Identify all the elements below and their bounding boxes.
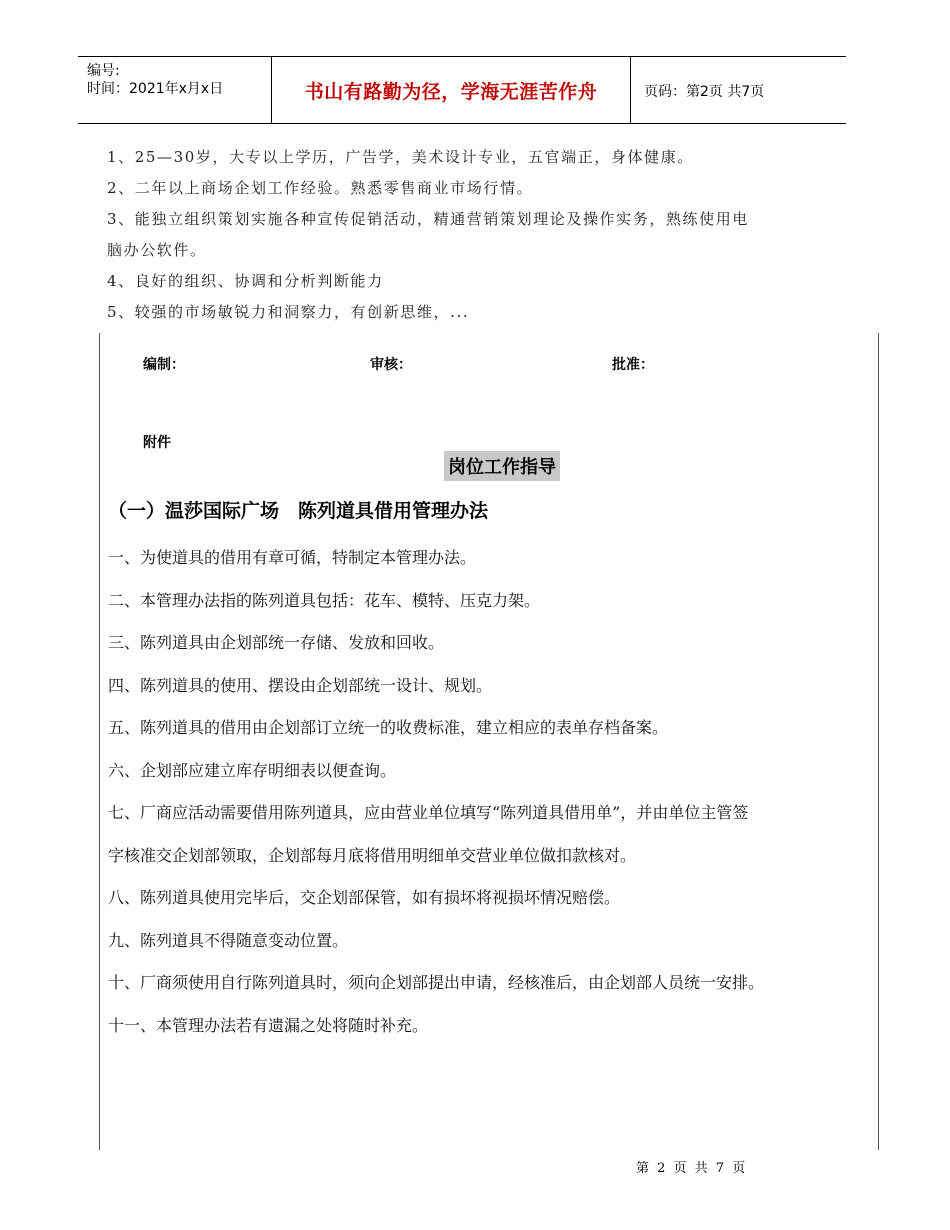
signoff-reviewed: 审核： <box>370 357 412 373</box>
clause-item: 十、厂商须使用自行陈列道具时，须向企划部提出申请，经核准后，由企划部人员统一安排。 <box>108 973 765 992</box>
clause-item: 三、陈列道具由企划部统一存储、发放和回收。 <box>108 633 445 652</box>
clause-item: 八、陈列道具使用完毕后，交企划部保管，如有损坏将视损坏情况赔偿。 <box>108 888 621 907</box>
clause-item: 二、本管理办法指的陈列道具包括：花车、模特、压克力架。 <box>108 590 541 610</box>
document-time-label: 时间：2021年x月x日 <box>87 81 224 97</box>
clause-item: 九、陈列道具不得随意变动位置。 <box>108 930 349 950</box>
requirement-item: 5、较强的市场敏锐力和洞察力，有创新思维，... <box>107 303 470 321</box>
page-footer: 第 2 页 共 7 页 <box>636 1161 746 1176</box>
requirement-item: 3、能独立组织策划实施各种宣传促销活动，精通营销策划理论及操作实务，熟练使用电 <box>107 210 749 228</box>
clause-item: 五、陈列道具的借用由企划部订立统一的收费标准，建立相应的表单存档备案。 <box>108 718 669 737</box>
clause-item: 六、企划部应建立库存明细表以便查询。 <box>108 760 397 780</box>
guide-title: 岗位工作指导 <box>444 451 560 481</box>
clause-item: 十一、本管理办法若有遗漏之处将随时补充。 <box>108 1015 429 1035</box>
clause-item: 四、陈列道具的使用、摆设由企划部统一设计、规划。 <box>108 675 493 695</box>
clause-item: 字核准交企划部领取，企划部每月底将借用明细单交营业单位做扣款核对。 <box>108 845 637 865</box>
header-divider <box>630 57 631 123</box>
requirements-list <box>107 142 871 328</box>
frame-border-left <box>99 333 100 1150</box>
header-meta <box>87 62 223 98</box>
header-page-number: 页码：第2页 共7页 <box>644 84 765 100</box>
document-number-label: 编号: <box>87 63 120 79</box>
requirement-item: 1、25—30岁，大专以上学历，广告学，美术设计专业，五官端正，身体健康。 <box>107 148 694 166</box>
requirement-item: 2、二年以上商场企划工作经验。熟悉零售商业市场行情。 <box>107 179 534 197</box>
section-title: （一）温莎国际广场 陈列道具借用管理办法 <box>108 500 489 522</box>
header-motto: 书山有路勤为径，学海无涯苦作舟 <box>304 81 598 103</box>
signoff-approved: 批准： <box>612 357 654 373</box>
clause-list <box>108 537 874 1047</box>
page-header <box>78 56 846 124</box>
attachment-label: 附件 <box>143 435 171 451</box>
requirement-item: 4、良好的组织、协调和分析判断能力 <box>107 272 384 290</box>
clause-item: 一、为使道具的借用有章可循，特制定本管理办法。 <box>108 548 477 567</box>
frame-border-right <box>878 333 879 1150</box>
requirement-item: 脑办公软件。 <box>107 241 207 259</box>
clause-item: 七、厂商应活动需要借用陈列道具，应由营业单位填写“陈列道具借用单”，并由单位主管签 <box>108 803 749 822</box>
signoff-compiled: 编制： <box>143 357 185 373</box>
